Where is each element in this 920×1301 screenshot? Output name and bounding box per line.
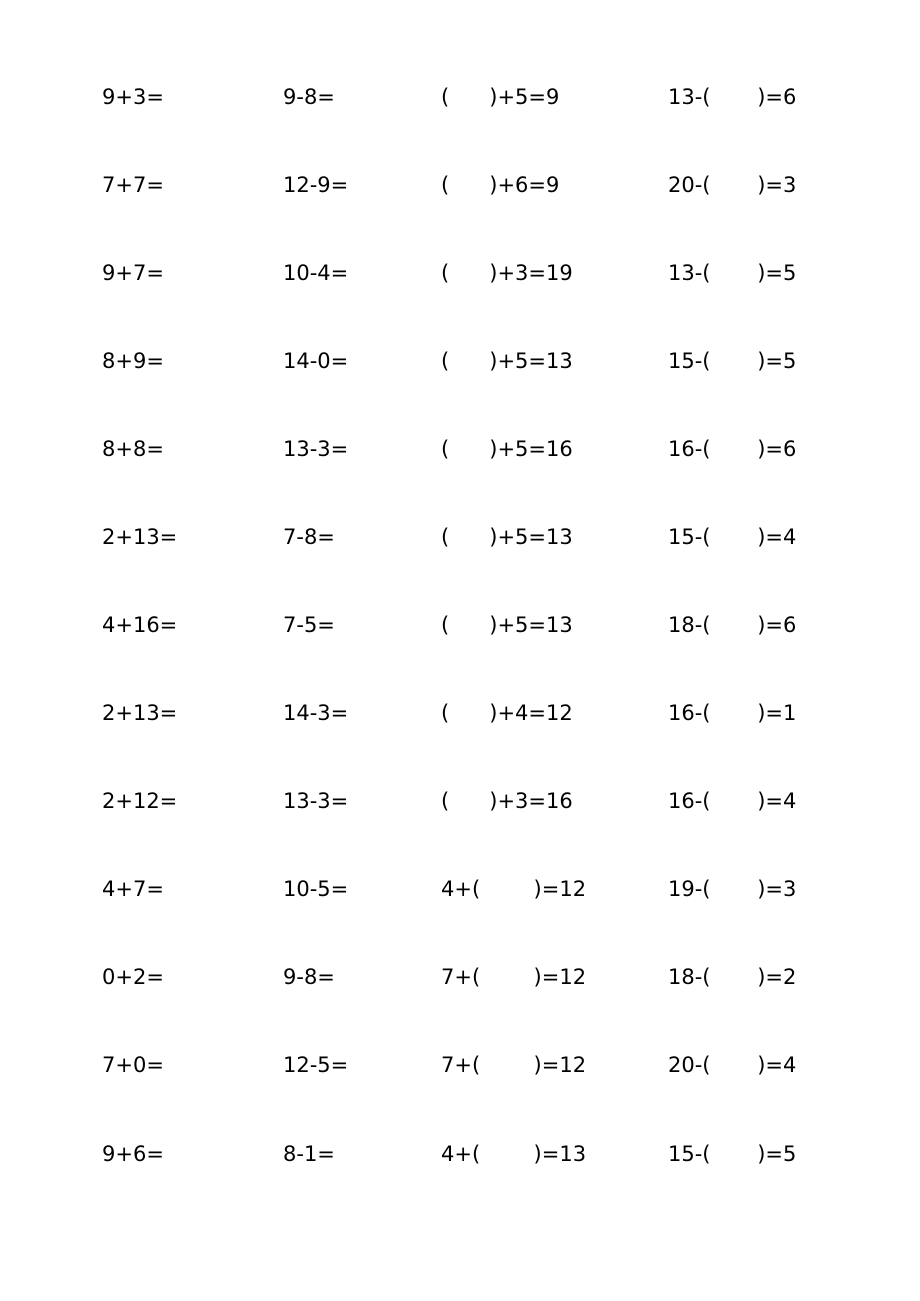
problem: 12-5= [283, 1053, 349, 1077]
problem: 18-( )=6 [668, 613, 797, 637]
problem: 9-8= [283, 85, 335, 109]
problem: 9+6= [102, 1142, 164, 1166]
problem: 2+13= [102, 525, 178, 549]
problem-row-10 [0, 869, 920, 909]
problem: 15-( )=4 [668, 525, 797, 549]
problem: 8-1= [283, 1142, 335, 1166]
problem-row-8 [0, 693, 920, 733]
problem: 9+7= [102, 261, 164, 285]
problem: 2+12= [102, 789, 178, 813]
problem: 16-( )=4 [668, 789, 797, 813]
problem: ( )+6=9 [441, 173, 560, 197]
problem-row-9 [0, 781, 920, 821]
problem: 7-8= [283, 525, 335, 549]
problem: 10-5= [283, 877, 349, 901]
problem: 20-( )=4 [668, 1053, 797, 1077]
problem: 8+9= [102, 349, 164, 373]
problem: 7-5= [283, 613, 335, 637]
problem: 13-( )=5 [668, 261, 797, 285]
problem-row-11 [0, 957, 920, 997]
problem: 14-3= [283, 701, 349, 725]
problem: ( )+3=19 [441, 261, 573, 285]
problem: 19-( )=3 [668, 877, 797, 901]
problem-row-3 [0, 253, 920, 293]
problem: 13-3= [283, 437, 349, 461]
problem: 0+2= [102, 965, 164, 989]
problem: 16-( )=1 [668, 701, 797, 725]
problem-row-2 [0, 165, 920, 205]
problem: 16-( )=6 [668, 437, 797, 461]
problem-row-4 [0, 341, 920, 381]
problem: ( )+5=16 [441, 437, 573, 461]
problem: ( )+5=9 [441, 85, 560, 109]
problem-row-7 [0, 605, 920, 645]
problem-row-1 [0, 77, 920, 117]
problem: 7+( )=12 [441, 965, 587, 989]
problem: 4+16= [102, 613, 178, 637]
problem: 4+7= [102, 877, 164, 901]
problem: 8+8= [102, 437, 164, 461]
problem: ( )+4=12 [441, 701, 573, 725]
problem: 9+3= [102, 85, 164, 109]
problem: 7+0= [102, 1053, 164, 1077]
problem: 13-3= [283, 789, 349, 813]
problem-row-5 [0, 429, 920, 469]
problem: 12-9= [283, 173, 349, 197]
problem: 15-( )=5 [668, 349, 797, 373]
problem: ( )+5=13 [441, 525, 573, 549]
problem: 14-0= [283, 349, 349, 373]
problem: 2+13= [102, 701, 178, 725]
problem-row-12 [0, 1045, 920, 1085]
problem: 9-8= [283, 965, 335, 989]
problem: ( )+3=16 [441, 789, 573, 813]
problem: 13-( )=6 [668, 85, 797, 109]
problem: 4+( )=13 [441, 1142, 587, 1166]
problem: 7+7= [102, 173, 164, 197]
problem: 18-( )=2 [668, 965, 797, 989]
problem: ( )+5=13 [441, 349, 573, 373]
problem: 15-( )=5 [668, 1142, 797, 1166]
problem: 4+( )=12 [441, 877, 587, 901]
problem-row-6 [0, 517, 920, 557]
problem: 7+( )=12 [441, 1053, 587, 1077]
problem: ( )+5=13 [441, 613, 573, 637]
problem: 10-4= [283, 261, 349, 285]
problem-row-13 [0, 1134, 920, 1174]
problem: 20-( )=3 [668, 173, 797, 197]
